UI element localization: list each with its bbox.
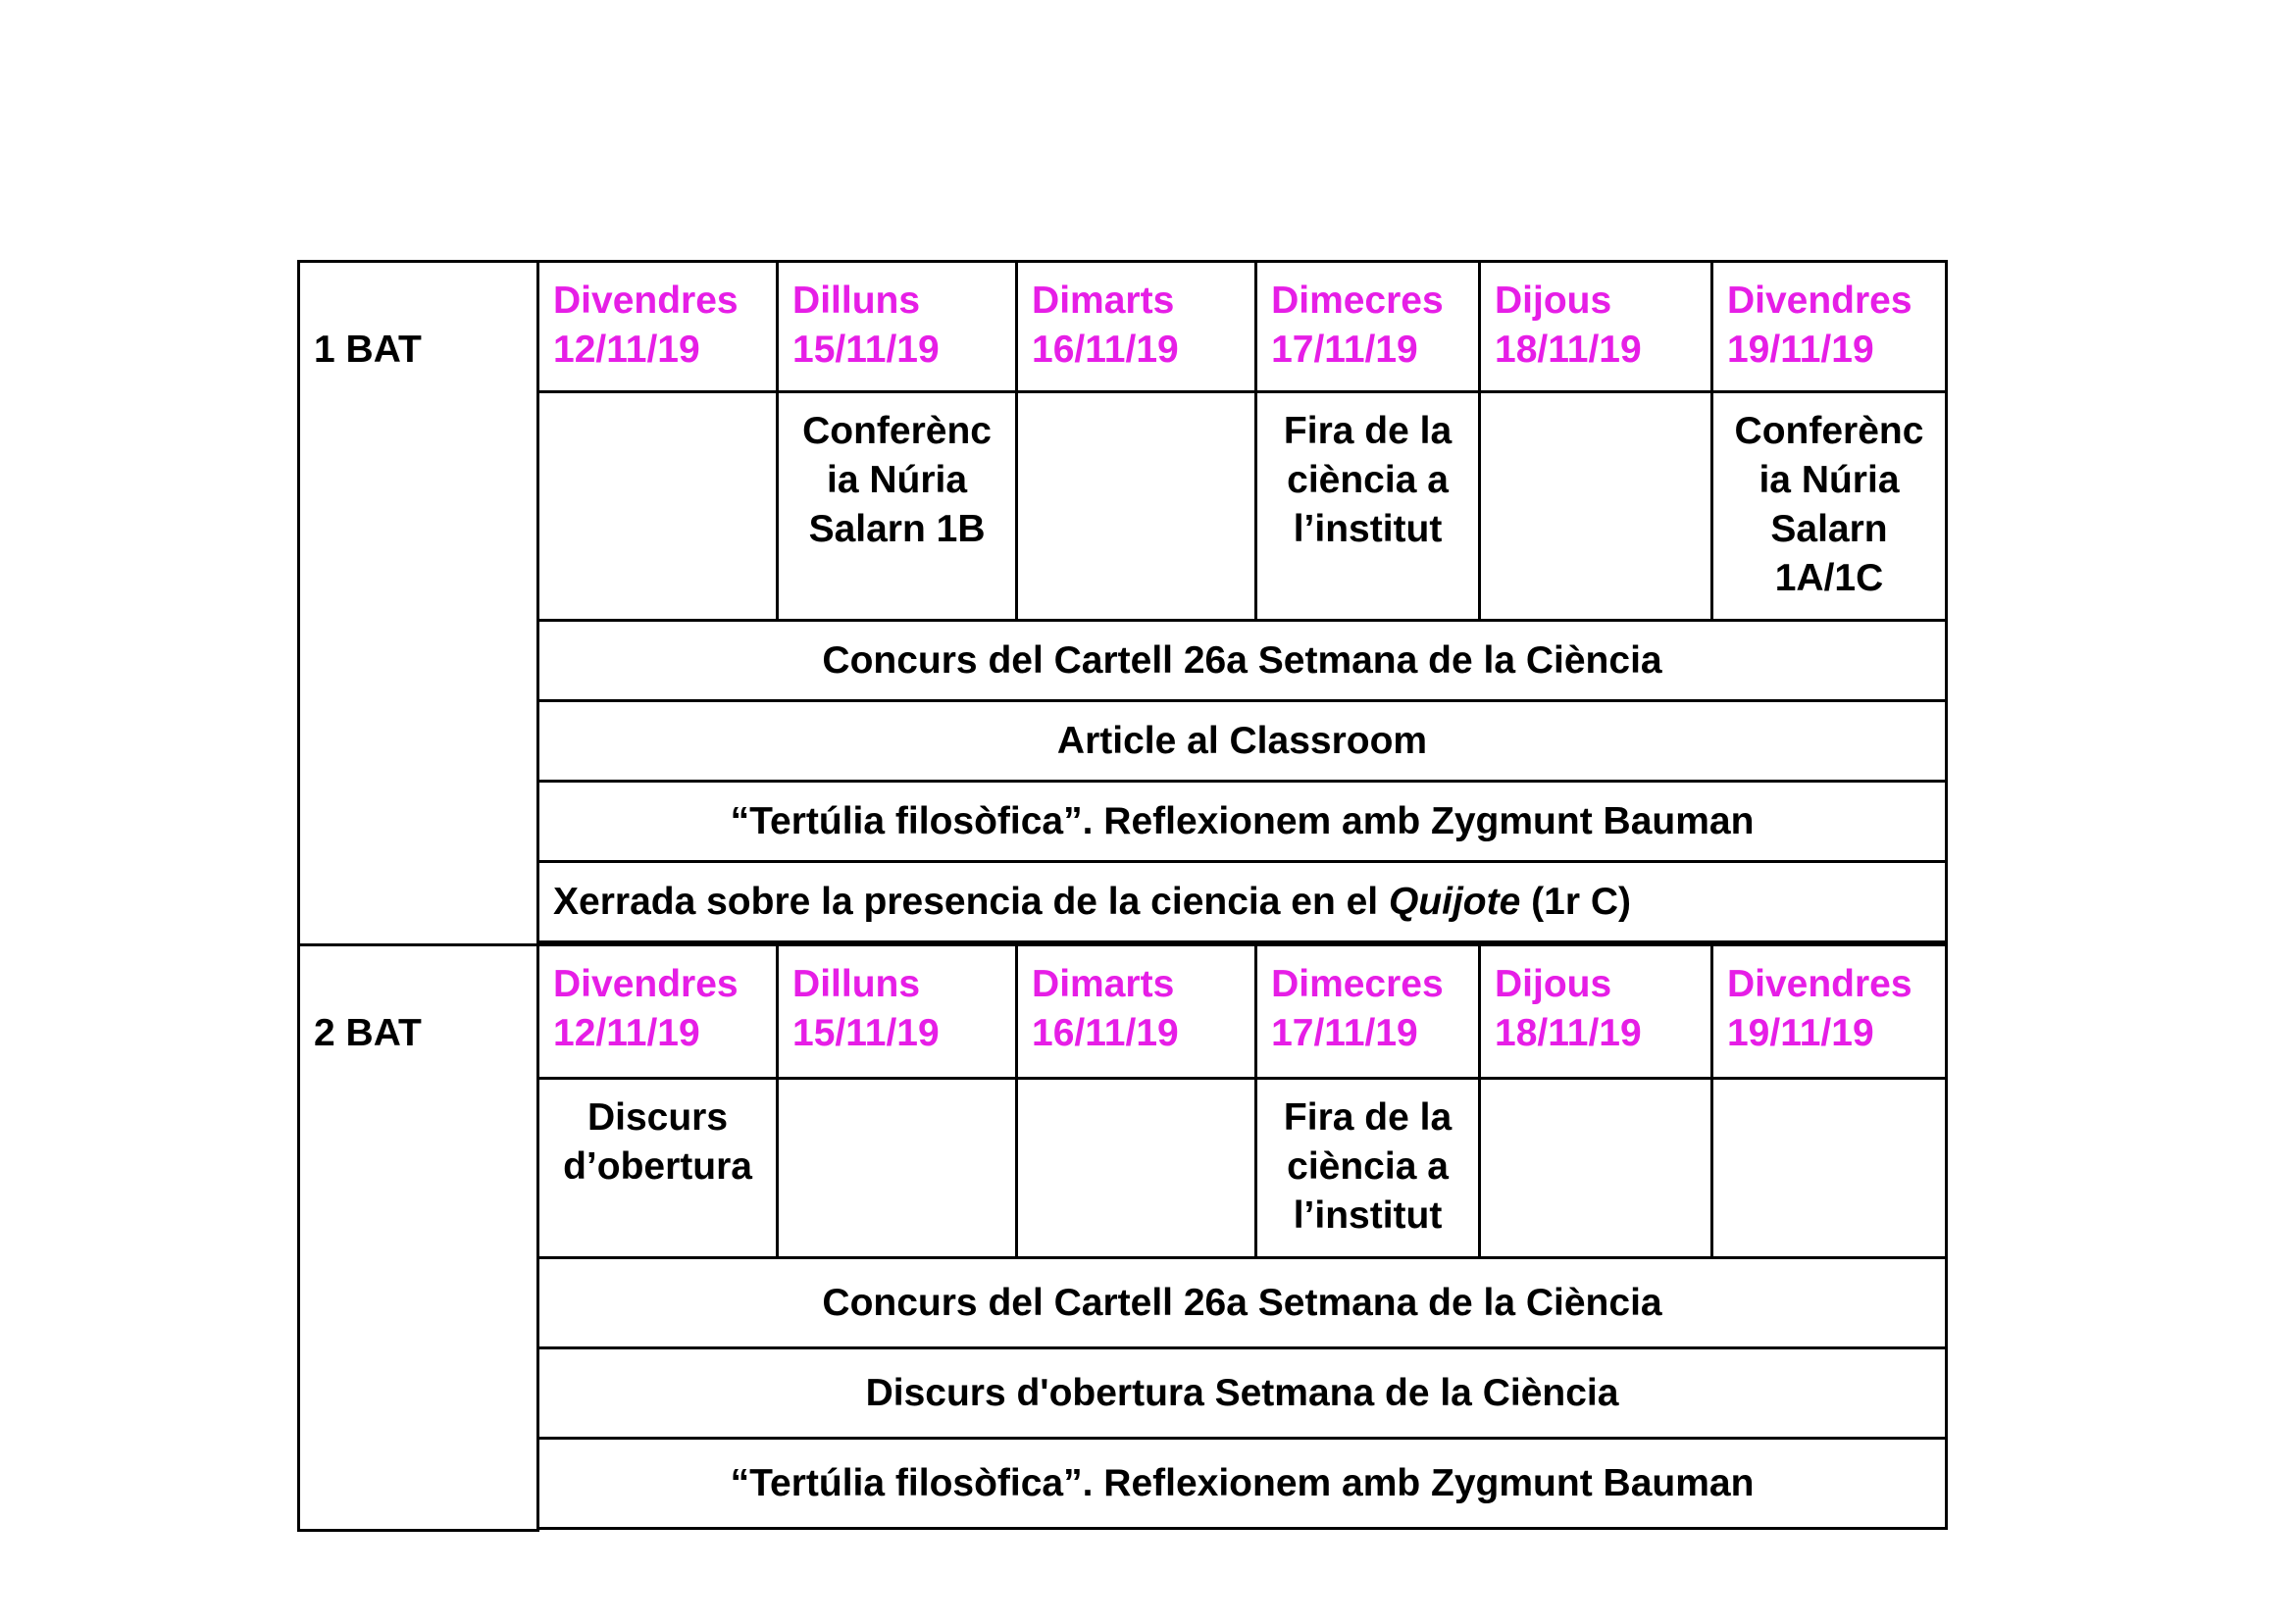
day-header	[1711, 945, 1946, 1079]
day-date: 12/11/19	[553, 1012, 700, 1054]
day-header	[1256, 945, 1480, 1079]
day-name: Dimarts	[1032, 279, 1175, 322]
day-name: Dijous	[1495, 279, 1612, 322]
talk-activity	[538, 862, 1947, 942]
day-header	[1711, 262, 1946, 392]
day-date: 16/11/19	[1032, 1012, 1179, 1054]
group-1-wide-row	[299, 701, 1947, 782]
activity-cell	[1017, 392, 1256, 621]
day-name: Dilluns	[792, 279, 921, 322]
day-date: 16/11/19	[1032, 329, 1179, 371]
day-date: 19/11/19	[1726, 1012, 1874, 1054]
group-1-wide-row	[299, 621, 1947, 701]
day-header	[538, 945, 778, 1079]
day-name: Divendres	[553, 963, 739, 1005]
day-date: 15/11/19	[792, 1012, 940, 1054]
activity-cell: Discurs d’obertura	[538, 1079, 778, 1258]
day-header	[1256, 262, 1480, 392]
wide-activity: Concurs del Cartell 26a Setmana de la Ciència	[538, 621, 1947, 701]
day-header	[538, 262, 778, 392]
day-date: 18/11/19	[1495, 329, 1642, 371]
day-header	[778, 262, 1017, 392]
activity-cell	[538, 392, 778, 621]
talk-text-before: Xerrada sobre la presencia de la ciencia en el	[553, 880, 1389, 923]
group-2-day-header-row	[299, 945, 1947, 1079]
activity-cell: Fira de la ciència a l’institut	[1256, 392, 1480, 621]
group-2-wide-row	[299, 1348, 1947, 1439]
day-date: 15/11/19	[792, 329, 940, 371]
day-name: Divendres	[1726, 279, 1912, 322]
day-name: Divendres	[553, 279, 739, 322]
wide-activity: Discurs d'obertura Setmana de la Ciència	[538, 1348, 1947, 1439]
day-header	[1480, 945, 1712, 1079]
activity-cell: Conferènc ia Núria Salarn 1B	[778, 392, 1017, 621]
spacer	[538, 1529, 1947, 1531]
wide-activity: “Tertúlia filosòfica”. Reflexionem amb Zygmunt Bauman	[538, 782, 1947, 862]
activity-cell: Conferènc ia Núria Salarn 1A/1C	[1711, 392, 1946, 621]
day-date: 12/11/19	[553, 329, 700, 371]
group-label-2bat: 2 BAT	[299, 945, 538, 1531]
day-date: 17/11/19	[1271, 1012, 1418, 1054]
wide-activity: “Tertúlia filosòfica”. Reflexionem amb Zygmunt Bauman	[538, 1439, 1947, 1529]
activity-cell	[1480, 392, 1712, 621]
schedule-table	[297, 260, 1948, 1532]
talk-text-after: (1r C)	[1520, 880, 1631, 923]
day-name: Divendres	[1726, 963, 1912, 1005]
day-header	[1017, 945, 1256, 1079]
activity-cell	[778, 1079, 1017, 1258]
day-header	[1017, 262, 1256, 392]
day-date: 19/11/19	[1726, 329, 1874, 371]
group-2-wide-row	[299, 1439, 1947, 1529]
activity-cell	[1711, 1079, 1946, 1258]
activity-cell	[1017, 1079, 1256, 1258]
day-name: Dimecres	[1271, 279, 1444, 322]
group-2-wide-row	[299, 1258, 1947, 1348]
group-1-wide-row	[299, 782, 1947, 862]
day-name: Dimarts	[1032, 963, 1175, 1005]
wide-activity: Concurs del Cartell 26a Setmana de la Ciència	[538, 1258, 1947, 1348]
activity-cell	[1480, 1079, 1712, 1258]
talk-text-italic: Quijote	[1388, 880, 1521, 923]
group-2-activity-row	[299, 1079, 1947, 1258]
day-name: Dimecres	[1271, 963, 1444, 1005]
wide-activity: Article al Classroom	[538, 701, 1947, 782]
day-date: 17/11/19	[1271, 329, 1418, 371]
group-1-day-header-row	[299, 262, 1947, 392]
activity-cell: Fira de la ciència a l’institut	[1256, 1079, 1480, 1258]
day-name: Dilluns	[792, 963, 921, 1005]
day-header	[1480, 262, 1712, 392]
group-1-talk-row	[299, 862, 1947, 942]
day-name: Dijous	[1495, 963, 1612, 1005]
group-label-1bat: 1 BAT	[299, 262, 538, 945]
day-date: 18/11/19	[1495, 1012, 1642, 1054]
group-1-activity-row	[299, 392, 1947, 621]
day-header	[778, 945, 1017, 1079]
